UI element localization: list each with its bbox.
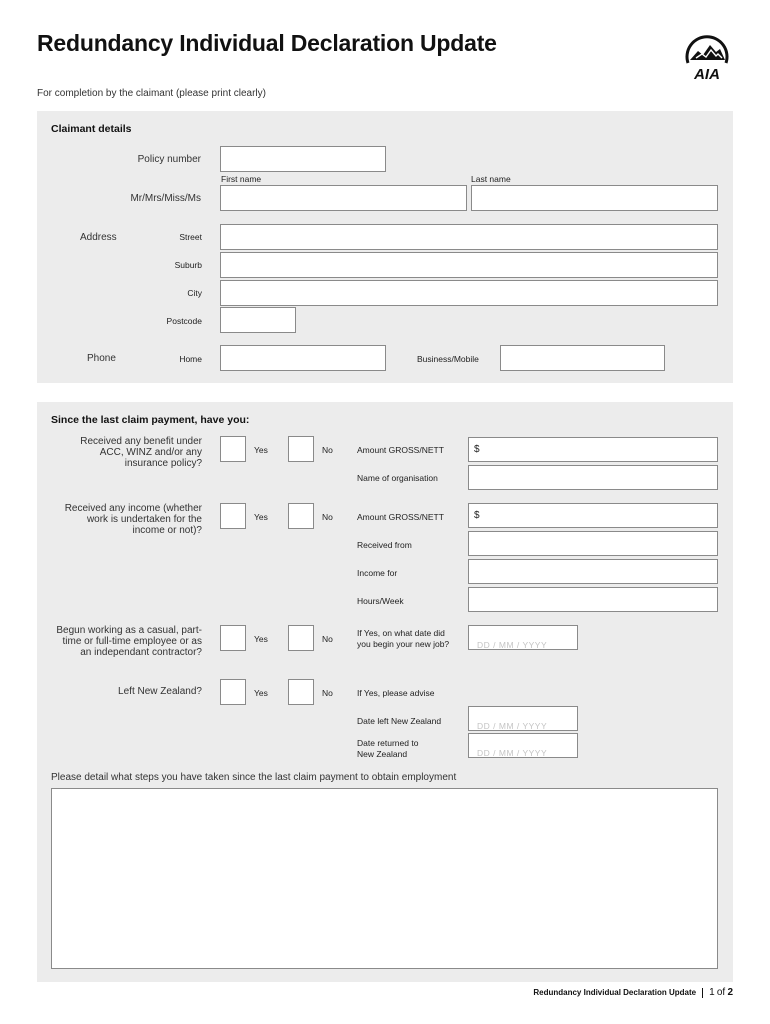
- last-name-input[interactable]: [471, 185, 718, 211]
- date-placeholder: DD / MM / YYYY: [477, 640, 548, 650]
- q4-no-checkbox[interactable]: [288, 679, 314, 705]
- q3-yes-checkbox[interactable]: [220, 625, 246, 651]
- aia-logo: [682, 33, 732, 81]
- q2-hours-label: Hours/Week: [357, 596, 404, 606]
- q1-no-label: No: [322, 445, 333, 455]
- street-input[interactable]: [220, 224, 718, 250]
- page-title: Redundancy Individual Declaration Update: [37, 30, 497, 56]
- steps-label: Please detail what steps you have taken since the last claim payment to obtain employment: [51, 772, 457, 783]
- footer-total-pages: 2: [727, 987, 733, 998]
- q2-yes-label: Yes: [254, 512, 268, 522]
- q2-income-for-input[interactable]: [468, 559, 718, 584]
- date-placeholder: DD / MM / YYYY: [477, 748, 548, 758]
- q4-advise-label: If Yes, please advise: [357, 688, 435, 698]
- q1-amount-label: Amount GROSS/NETT: [357, 445, 444, 455]
- footer-page-number: 1: [709, 987, 715, 998]
- suburb-label: Suburb: [174, 260, 202, 270]
- page-subtitle: For completion by the claimant (please print clearly): [37, 88, 266, 99]
- first-name-label: First name: [221, 174, 262, 184]
- q1-org-input[interactable]: [468, 465, 718, 490]
- footer-separator: [702, 988, 703, 998]
- q2-income-for-label: Income for: [357, 568, 398, 578]
- home-phone-input[interactable]: [220, 345, 386, 371]
- q3-date-input[interactable]: [468, 625, 578, 650]
- suburb-input[interactable]: [220, 252, 718, 278]
- q4-label: Left New Zealand?: [118, 686, 202, 697]
- q4-yes-checkbox[interactable]: [220, 679, 246, 705]
- q1-yes-checkbox[interactable]: [220, 436, 246, 462]
- q4-date-returned-label: Date returned to New Zealand: [357, 738, 419, 759]
- logo-text: AIA: [694, 66, 720, 81]
- q2-no-checkbox[interactable]: [288, 503, 314, 529]
- q2-yes-checkbox[interactable]: [220, 503, 246, 529]
- currency-symbol: $: [474, 444, 480, 455]
- q4-date-left-input[interactable]: [468, 706, 578, 731]
- q1-no-checkbox[interactable]: [288, 436, 314, 462]
- claimant-details-heading: Claimant details: [51, 123, 132, 135]
- q1-yes-label: Yes: [254, 445, 268, 455]
- policy-number-input[interactable]: [220, 146, 386, 172]
- policy-number-label: Policy number: [137, 154, 201, 165]
- steps-textarea[interactable]: [51, 788, 718, 969]
- q4-date-returned-input[interactable]: [468, 733, 578, 758]
- q3-no-checkbox[interactable]: [288, 625, 314, 651]
- q1-amount-input[interactable]: [468, 437, 718, 462]
- street-label: Street: [179, 232, 202, 242]
- footer-of: of: [716, 987, 726, 998]
- currency-symbol: $: [474, 510, 480, 521]
- postcode-input[interactable]: [220, 307, 296, 333]
- business-phone-input[interactable]: [500, 345, 665, 371]
- q4-yes-label: Yes: [254, 688, 268, 698]
- q2-hours-input[interactable]: [468, 587, 718, 612]
- phone-label: Phone: [87, 353, 116, 364]
- q2-amount-input[interactable]: [468, 503, 718, 528]
- q2-no-label: No: [322, 512, 333, 522]
- footer-doc-name: Redundancy Individual Declaration Update: [533, 988, 697, 997]
- postcode-label: Postcode: [166, 316, 202, 326]
- q3-no-label: No: [322, 634, 333, 644]
- q4-date-left-label: Date left New Zealand: [357, 716, 442, 726]
- city-label: City: [187, 288, 202, 298]
- q2-amount-label: Amount GROSS/NETT: [357, 512, 444, 522]
- city-input[interactable]: [220, 280, 718, 306]
- q3-date-label: If Yes, on what date did you begin your new job?: [357, 628, 450, 649]
- q1-label: Received any benefit under ACC, WINZ and/or any insurance policy?: [80, 436, 202, 469]
- page-footer: [533, 987, 733, 998]
- last-name-label: Last name: [471, 174, 511, 184]
- first-name-input[interactable]: [220, 185, 467, 211]
- home-label: Home: [179, 354, 202, 364]
- q1-org-label: Name of organisation: [357, 473, 438, 483]
- q2-received-from-label: Received from: [357, 540, 412, 550]
- q2-label: Received any income (whether work is undertaken for the income or not)?: [64, 503, 202, 536]
- address-label: Address: [80, 232, 117, 243]
- q4-no-label: No: [322, 688, 333, 698]
- q2-received-from-input[interactable]: [468, 531, 718, 556]
- since-last-claim-heading: Since the last claim payment, have you:: [51, 414, 250, 426]
- business-mobile-label: Business/Mobile: [417, 354, 479, 364]
- title-label: Mr/Mrs/Miss/Ms: [130, 193, 201, 204]
- q3-label: Begun working as a casual, part-time or full-time employee or as an independant contractor?: [56, 625, 202, 658]
- q3-yes-label: Yes: [254, 634, 268, 644]
- date-placeholder: DD / MM / YYYY: [477, 721, 548, 731]
